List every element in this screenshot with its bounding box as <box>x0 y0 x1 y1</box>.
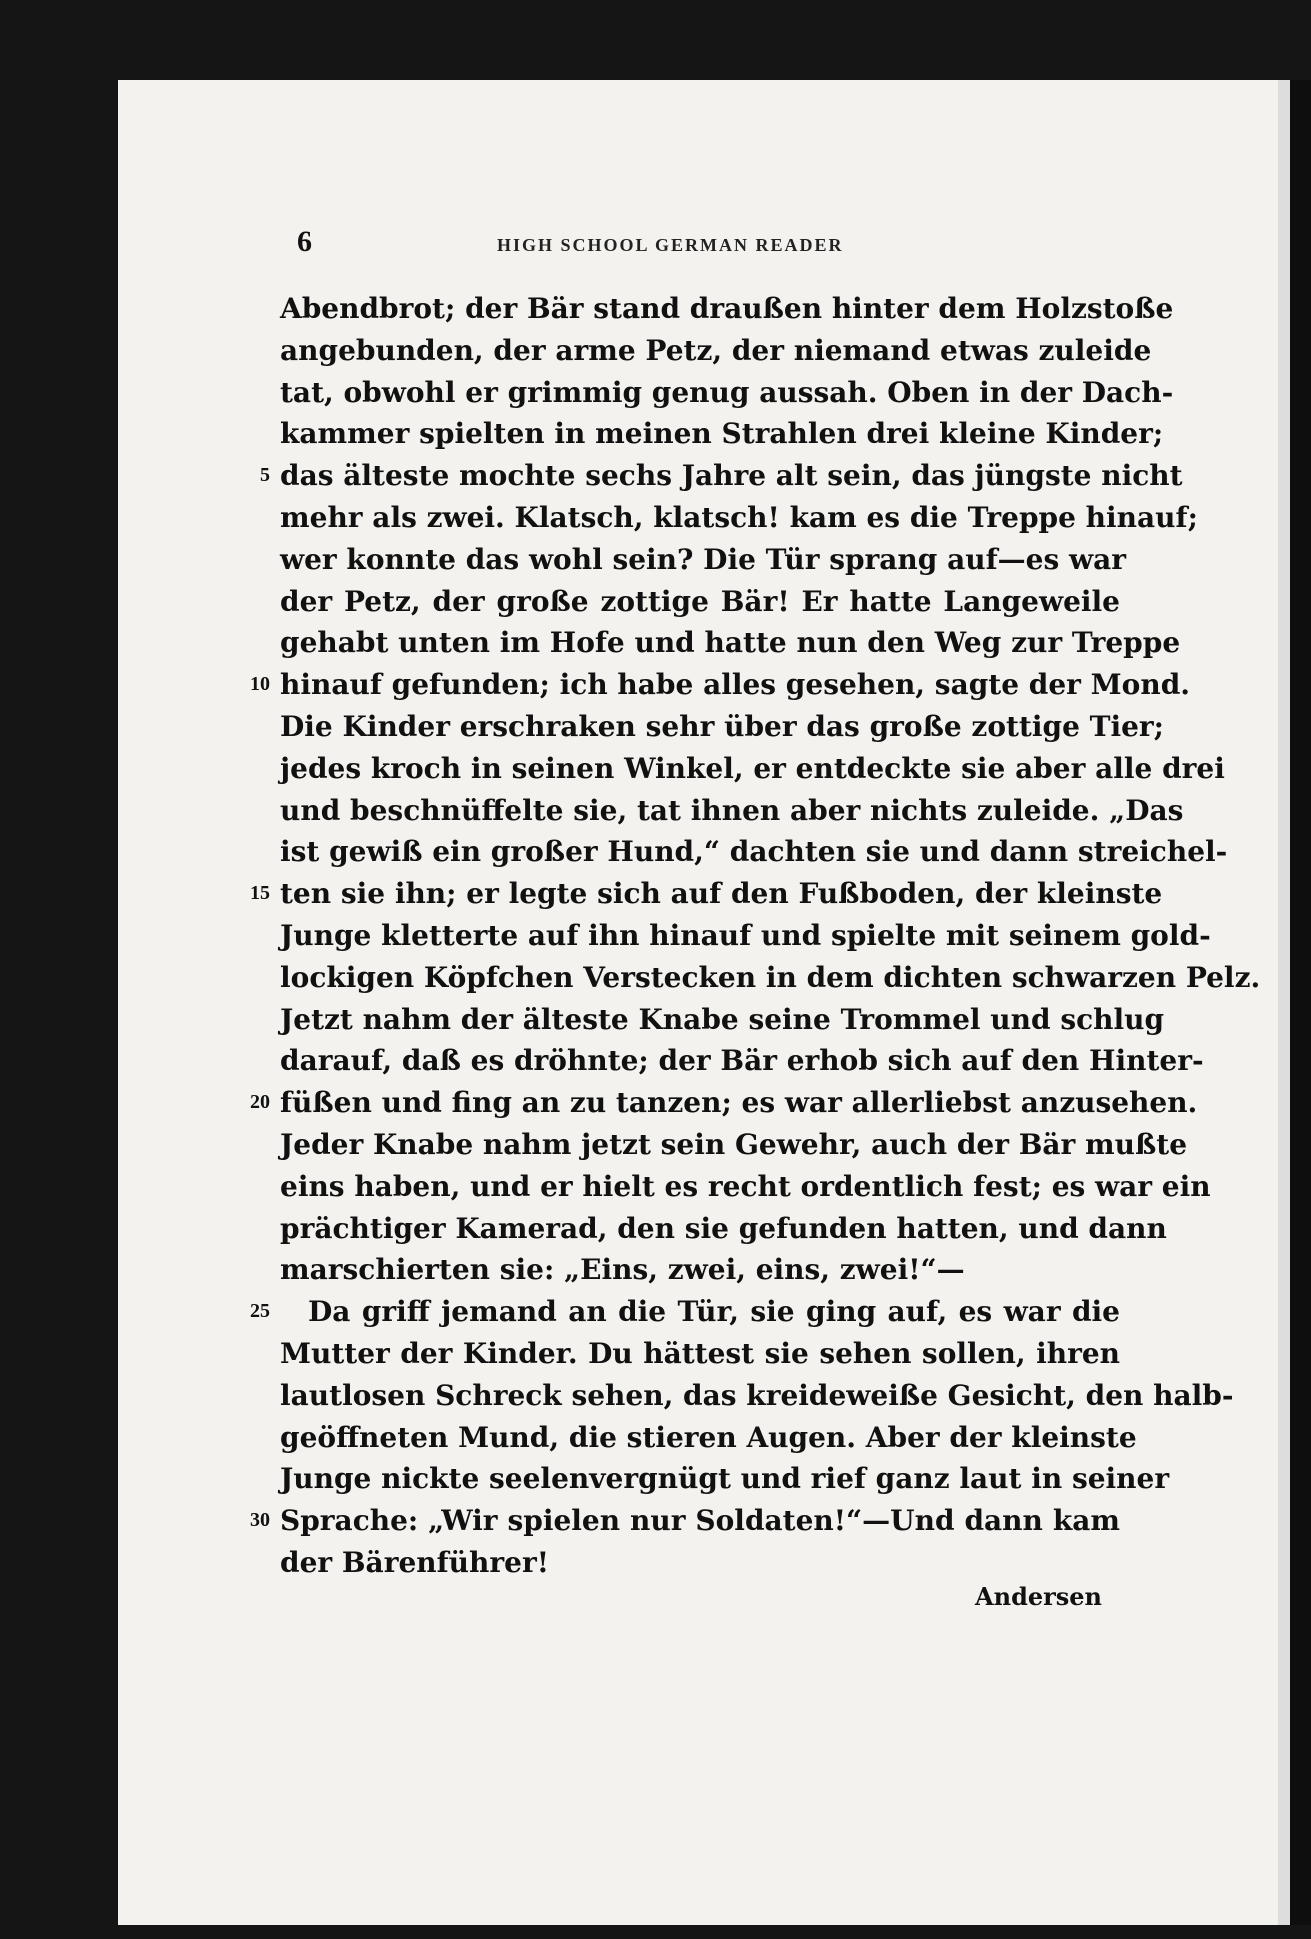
line-number: 15 <box>250 882 270 905</box>
text-line: 30 Sprache: „Wir spielen nur Soldaten!“—Und dann kam <box>280 1500 1120 1542</box>
text-line: 5 das älteste mochte sechs Jahre alt sein, das jüngste nicht <box>280 455 1120 497</box>
text-line: 10 hinauf gefunden; ich habe alles gesehen, sagte der Mond. <box>280 664 1120 706</box>
line-number: 30 <box>250 1509 270 1532</box>
text-line: tat, obwohl er grimmig genug aussah. Oben in der Dach- <box>280 375 1174 409</box>
line-number: 10 <box>250 673 270 696</box>
text-line: Abendbrot; der Bär stand draußen hinter dem Holzstoße <box>280 292 1174 325</box>
text-line: marschierten sie: „Eins, zwei, eins, zwei!“— <box>280 1253 965 1287</box>
text-line: Mutter der Kinder. Du hättest sie sehen sollen, ihren <box>280 1336 1120 1370</box>
text-line: gehabt unten im Hofe und hatte nun den Weg zur Treppe <box>280 626 1181 660</box>
text-line: 20 füßen und fing an zu tanzen; es war allerliebst anzusehen. <box>280 1082 1120 1124</box>
text-line: angebunden, der arme Petz, der niemand etwas zuleide <box>280 333 1152 367</box>
page-number: 6 <box>297 225 312 258</box>
text-line: mehr als zwei. Klatsch, klatsch! kam es die Treppe hinauf; <box>280 500 1198 534</box>
line-number: 5 <box>260 464 270 487</box>
text-line: darauf, daß es dröhnte; der Bär erhob sich auf den Hinter- <box>280 1044 1204 1078</box>
text-line: geöffneten Mund, die stieren Augen. Aber der kleinste <box>280 1420 1137 1454</box>
text-line: ist gewiß ein großer Hund,“ dachten sie und dann streichel- <box>280 835 1228 869</box>
text-line: Jeder Knabe nahm jetzt sein Gewehr, auch der Bär mußte <box>280 1127 1188 1161</box>
text-block <box>250 288 1261 1584</box>
text-line: und beschnüffelte sie, tat ihnen aber nichts zuleide. „Das <box>280 793 1184 827</box>
text-line: Junge kletterte auf ihn hinauf und spielte mit seinem gold- <box>280 918 1211 952</box>
text-line: lautlosen Schreck sehen, das kreideweiße Gesicht, den halb- <box>280 1378 1234 1412</box>
line-number: 20 <box>250 1091 270 1114</box>
text-line: lockigen Köpfchen Verstecken in dem dichten schwarzen Pelz. <box>280 960 1261 994</box>
text-line: Die Kinder erschraken sehr über das große zottige Tier; <box>280 709 1165 743</box>
text-line: der Bärenführer! <box>280 1545 549 1579</box>
author-signature: Andersen <box>975 1582 1102 1611</box>
text-line: Junge nickte seelenvergnügt und rief ganz laut in seiner <box>280 1462 1170 1496</box>
book-spine <box>1290 80 1311 1925</box>
text-line: Jetzt nahm der älteste Knabe seine Trommel und schlug <box>280 1002 1165 1036</box>
text-line: 15 ten sie ihn; er legte sich auf den Fußboden, der kleinste <box>280 873 1120 915</box>
running-title: HIGH SCHOOL GERMAN READER <box>497 235 844 255</box>
page-edge <box>1278 80 1290 1925</box>
text-line: kammer spielten in meinen Strahlen drei kleine Kinder; <box>280 417 1164 451</box>
line-number: 25 <box>250 1300 270 1323</box>
text-line: 25 Da griff jemand an die Tür, sie ging auf, es war die <box>280 1291 1120 1333</box>
text-line: jedes kroch in seinen Winkel, er entdeckte sie aber alle drei <box>280 751 1225 785</box>
text-line: der Petz, der große zottige Bär! Er hatte Langeweile <box>280 584 1120 618</box>
text-line: eins haben, und er hielt es recht ordentlich fest; es war ein <box>280 1169 1211 1203</box>
text-line: prächtiger Kamerad, den sie gefunden hatten, und dann <box>280 1211 1167 1245</box>
text-line: wer konnte das wohl sein? Die Tür sprang auf—es war <box>280 542 1126 576</box>
page-header <box>297 225 1117 265</box>
